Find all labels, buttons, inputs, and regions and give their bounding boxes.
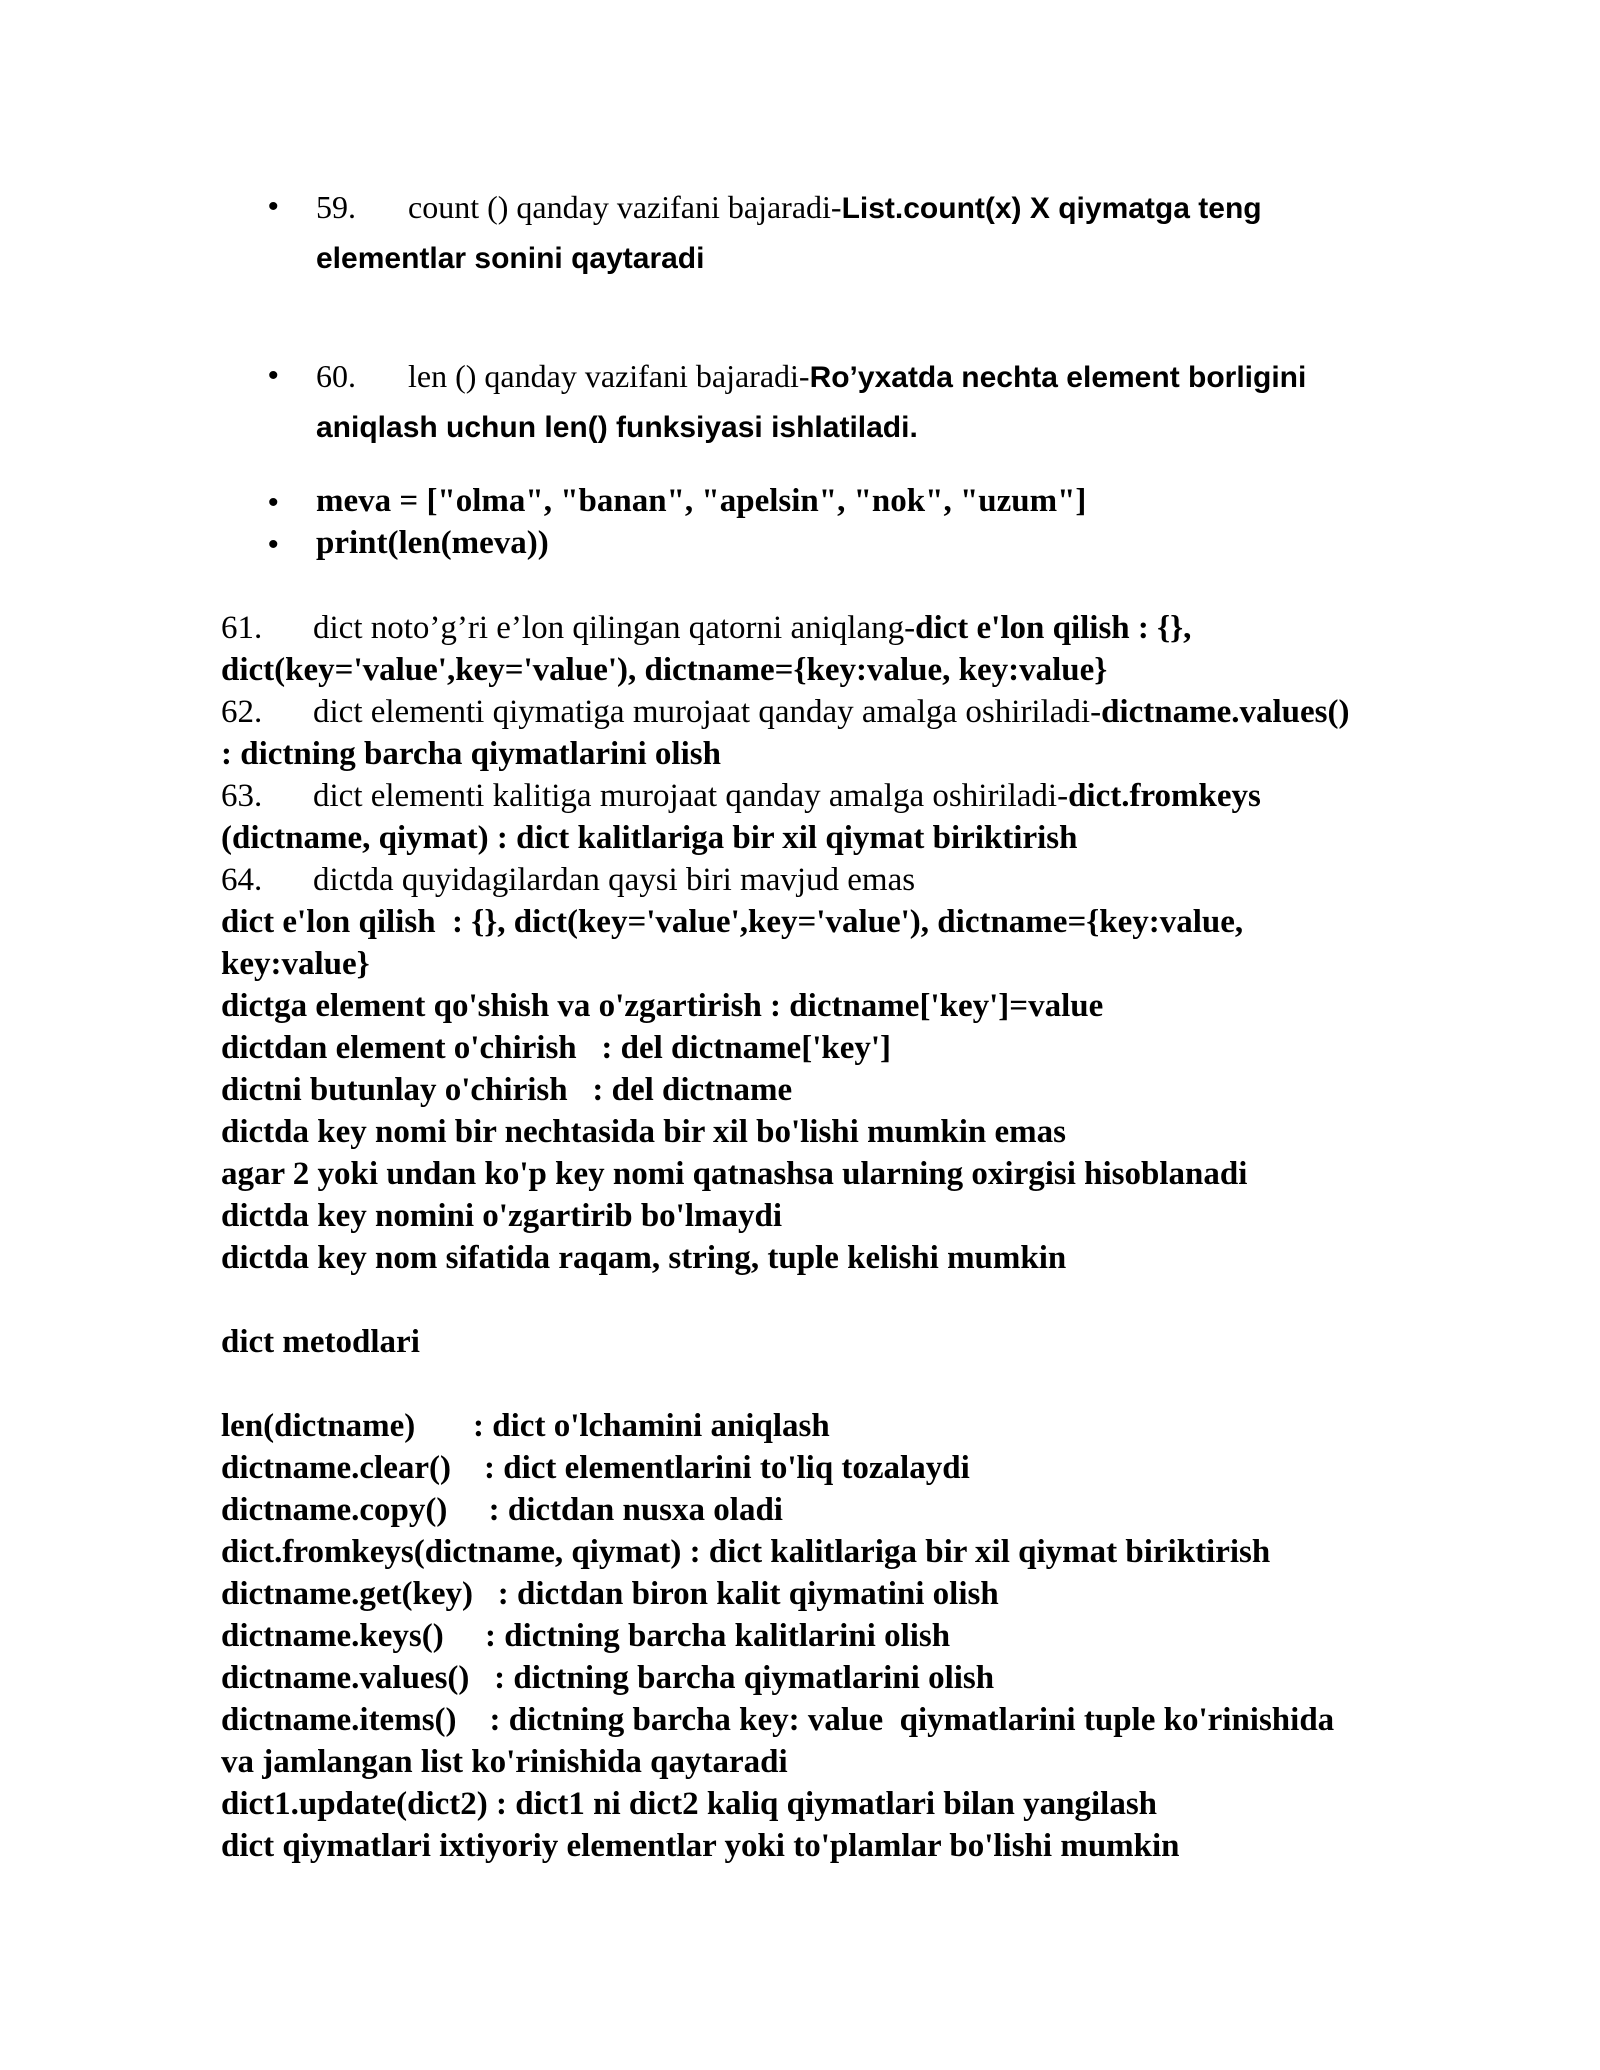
text-line: dictda key nom sifatida raqam, string, tuple kelishi mumkin (221, 1240, 1067, 1276)
question-text: dictda quyidagilardan qaysi biri mavjud emas (313, 862, 916, 898)
code-line: print(len(meva)) (316, 525, 549, 561)
bullet-icon: • (268, 486, 279, 519)
question-number: 59. (316, 189, 356, 225)
text-line: agar 2 yoki undan ko'p key nomi qatnashsa ularning oxirgisi hisoblanadi (221, 1156, 1248, 1192)
question-60-line-1 (316, 358, 1306, 395)
bullet-icon: • (268, 359, 279, 392)
question-60-line-2 (316, 408, 918, 445)
method-line: dict1.update(dict2) : dict1 ni dict2 kaliq qiymatlari bilan yangilash (221, 1786, 1158, 1822)
text-line: dictda key nomi bir nechtasida bir xil bo'lishi mumkin emas (221, 1114, 1067, 1150)
question-text: dict elementi kalitiga murojaat qanday amalga oshiriladi- (313, 778, 1069, 814)
method-line: dictname.copy() : dictdan nusxa oladi (221, 1492, 783, 1528)
bullet-icon: • (268, 528, 279, 561)
text-line: dictda key nomini o'zgartirib bo'lmaydi (221, 1198, 783, 1234)
question-text: count () qanday vazifani bajaradi- (408, 189, 842, 225)
method-line: dictname.values() : dictning barcha qiymatlarini olish (221, 1660, 995, 1696)
text-line: dictni butunlay o'chirish : del dictname (221, 1072, 793, 1108)
question-59-line-1 (316, 189, 1262, 226)
method-line: dictname.keys() : dictning barcha kalitlarini olish (221, 1618, 951, 1654)
question-64-line-1 (221, 862, 915, 899)
question-number: 63. (221, 778, 263, 814)
question-text: dict noto’g’ri e’lon qilingan qatorni aniqlang- (313, 610, 916, 646)
question-number: 60. (316, 358, 356, 394)
method-line: dict qiymatlari ixtiyoriy elementlar yoki to'plamlar bo'lishi mumkin (221, 1828, 1180, 1864)
question-62-line-2: : dictning barcha qiymatlarini olish (221, 736, 721, 772)
method-line: dictname.get(key) : dictdan biron kalit qiymatini olish (221, 1576, 999, 1612)
question-61-line-2: dict(key='value',key='value'), dictname={key:value, key:value} (221, 652, 1108, 688)
method-line: dictname.items() : dictning barcha key: value qiymatlarini tuple ko'rinishida (221, 1702, 1335, 1738)
text-line: key:value} (221, 946, 370, 982)
answer-text: Ro’yxatda nechta element borligini (809, 361, 1307, 394)
question-63-line-2: (dictname, qiymat) : dict kalitlariga bir xil qiymat biriktirish (221, 820, 1078, 856)
answer-text: elementlar sonini qaytaradi (316, 242, 705, 275)
text-line: dictdan element o'chirish : del dictname['key'] (221, 1030, 892, 1066)
method-line: dict.fromkeys(dictname, qiymat) : dict kalitlariga bir xil qiymat biriktirish (221, 1534, 1271, 1570)
question-62-line-1 (221, 694, 1349, 731)
method-line: dictname.clear() : dict elementlarini to'liq tozalaydi (221, 1450, 970, 1486)
answer-text: dict e'lon qilish : {}, (915, 610, 1192, 646)
method-line: len(dictname) : dict o'lchamini aniqlash (221, 1408, 830, 1444)
question-61-line-1 (221, 610, 1191, 647)
question-number: 62. (221, 694, 263, 730)
bullet-icon: • (268, 190, 279, 223)
code-line: meva = ["olma", "banan", "apelsin", "nok", "uzum"] (316, 483, 1087, 519)
question-number: 61. (221, 610, 263, 646)
method-line: va jamlangan list ko'rinishida qaytaradi (221, 1744, 788, 1780)
answer-text: List.count(x) X qiymatga teng (841, 192, 1262, 225)
text-line: dict e'lon qilish : {}, dict(key='value',key='value'), dictname={key:value, (221, 904, 1244, 940)
section-heading: dict metodlari (221, 1324, 420, 1360)
answer-text: dictname.values() (1101, 694, 1350, 730)
text-line: dictga element qo'shish va o'zgartirish : dictname['key']=value (221, 988, 1104, 1024)
question-text: dict elementi qiymatiga murojaat qanday amalga oshiriladi- (313, 694, 1102, 730)
answer-text: dict.fromkeys (1068, 778, 1261, 814)
question-number: 64. (221, 862, 263, 898)
question-59-line-2 (316, 239, 704, 276)
question-text: len () qanday vazifani bajaradi- (408, 358, 810, 394)
question-63-line-1 (221, 778, 1261, 815)
answer-text: aniqlash uchun len() funksiyasi ishlatiladi. (316, 411, 918, 444)
